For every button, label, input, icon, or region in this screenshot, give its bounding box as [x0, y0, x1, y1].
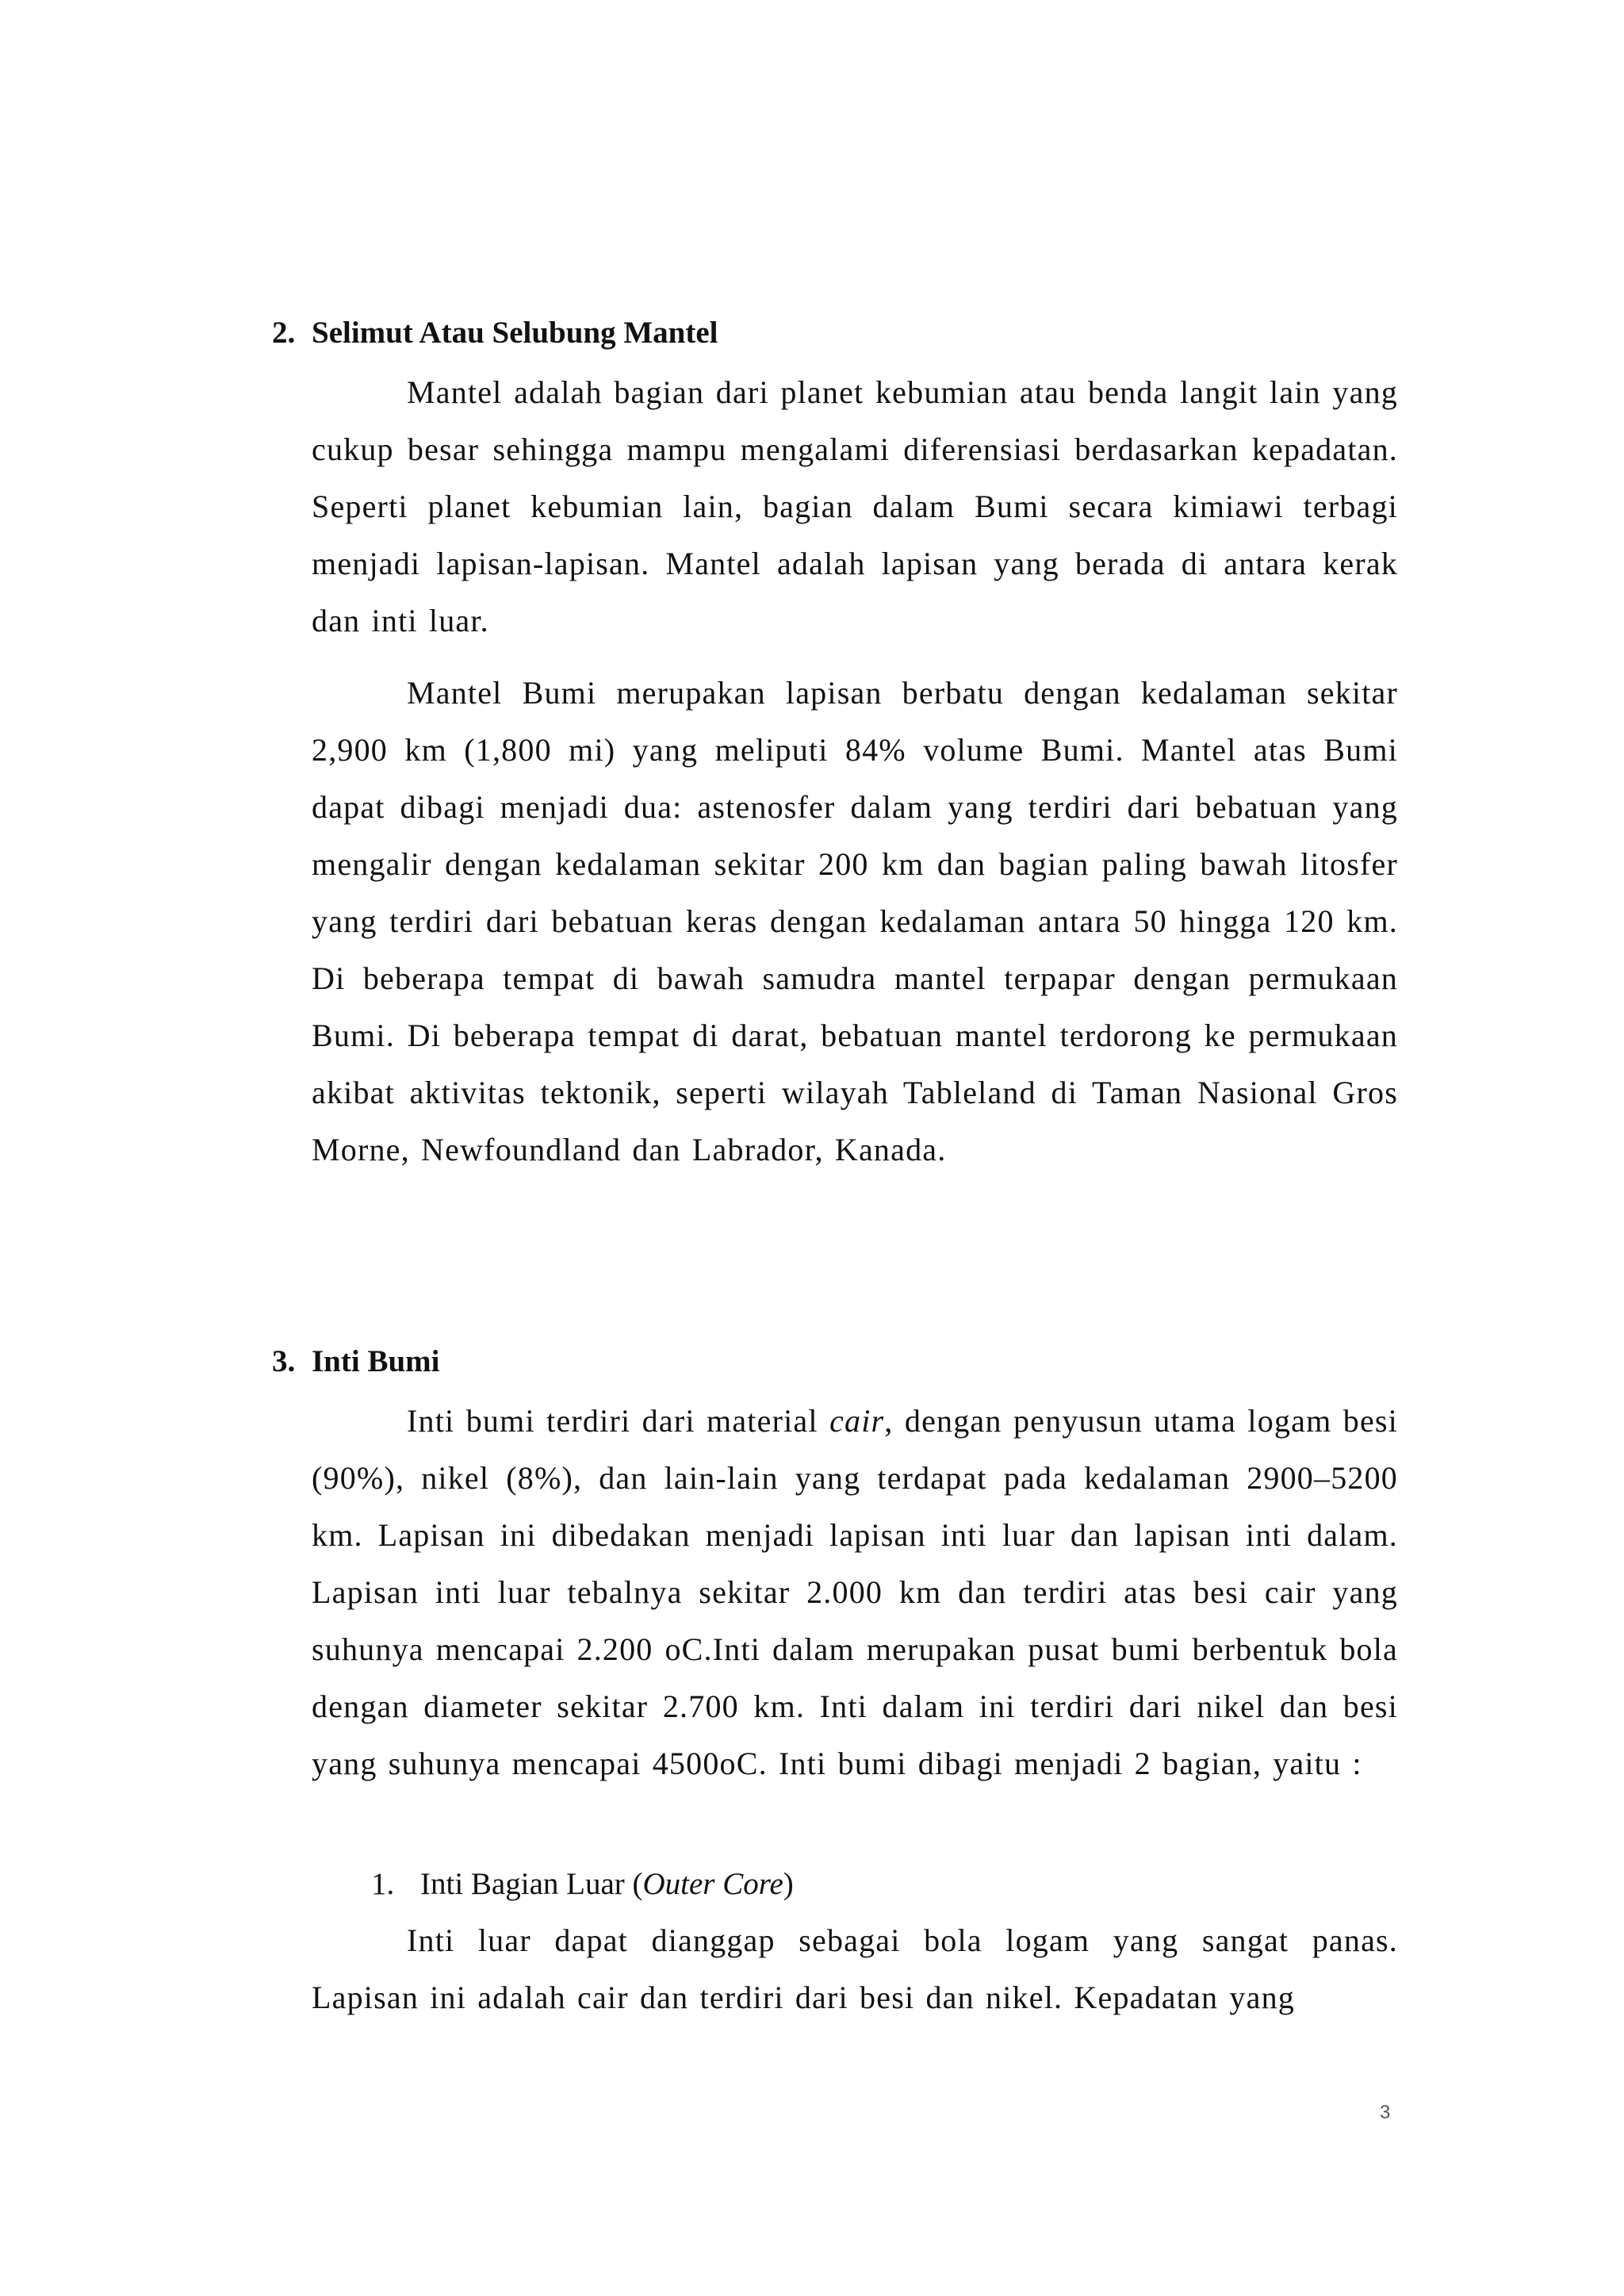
paragraph-mantel-definition: Mantel adalah bagian dari planet kebumian atau benda langit lain yang cukup besar sehingga mampu mengalami diferensiasi berdasarkan kepadatan. Seperti planet kebumian lain, bagian dalam Bumi secara kimiawi terbagi menjadi lapisan-lapisan. Mantel adalah lapisan yang berada di antara kerak dan inti luar.: [312, 374, 1398, 638]
section-number: 3.: [272, 1344, 296, 1378]
paragraph-text: , dengan penyusun utama logam besi (90%), nikel (8%), dan lain-lain yang terdapat pada kedalaman 2900–5200 km. Lapisan ini dibedakan menjadi lapisan inti luar dan lapisan inti dalam. Lapisan inti luar tebalnya sekitar 2.000 km dan terdiri atas besi cair yang suhunya mencapai 2.200 oC.Inti dalam merupakan pusat bumi berbentuk bola dengan diameter sekitar 2.700 km. Inti dalam ini terdiri dari nikel dan besi yang suhunya mencapai 4500oC. Inti bumi dibagi menjadi 2 bagian, yaitu :: [312, 1403, 1398, 1781]
paragraph-inti-bumi: [312, 1393, 1398, 1792]
section-heading-mantel: [272, 314, 718, 352]
section-heading-inti-bumi: [272, 1343, 439, 1381]
italic-term: cair: [829, 1403, 885, 1439]
section-title: Selimut Atau Selubung Mantel: [312, 316, 718, 350]
paragraph-mantel-bumi: Mantel Bumi merupakan lapisan berbatu dengan kedalaman sekitar 2,900 km (1,800 mi) yang meliputi 84% volume Bumi. Mantel atas Bumi dapat dibagi menjadi dua: astenosfer dalam yang terdiri dari bebatuan yang mengalir dengan kedalaman sekitar 200 km dan bagian paling bawah litosfer yang terdiri dari bebatuan keras dengan kedalaman antara 50 hingga 120 km. Di beberapa tempat di bawah samudra mantel terpapar dengan permukaan Bumi. Di beberapa tempat di darat, bebatuan mantel terdorong ke permukaan akibat aktivitas tektonik, seperti wilayah Tableland di Taman Nasional Gros Morne, Newfoundland dan Labrador, Kanada.: [312, 675, 1398, 1167]
subitem-number: 1.: [371, 1867, 395, 1901]
section-title: Inti Bumi: [312, 1344, 440, 1378]
paragraph-text: Inti bumi terdiri dari material: [407, 1403, 830, 1439]
section-number: 2.: [272, 316, 296, 350]
subitem-label-end: ): [783, 1867, 794, 1901]
subitem-label-italic: Outer Core: [642, 1867, 783, 1901]
paragraph-outer-core: Inti luar dapat dianggap sebagai bola logam yang sangat panas. Lapisan ini adalah cair dan terdiri dari besi dan nikel. Kepadatan yang: [312, 1922, 1398, 2015]
page-number: 3: [1380, 2102, 1391, 2123]
subitem-label: Inti Bagian Luar (: [420, 1867, 643, 1901]
subitem-heading-outer-core: [371, 1865, 794, 1903]
